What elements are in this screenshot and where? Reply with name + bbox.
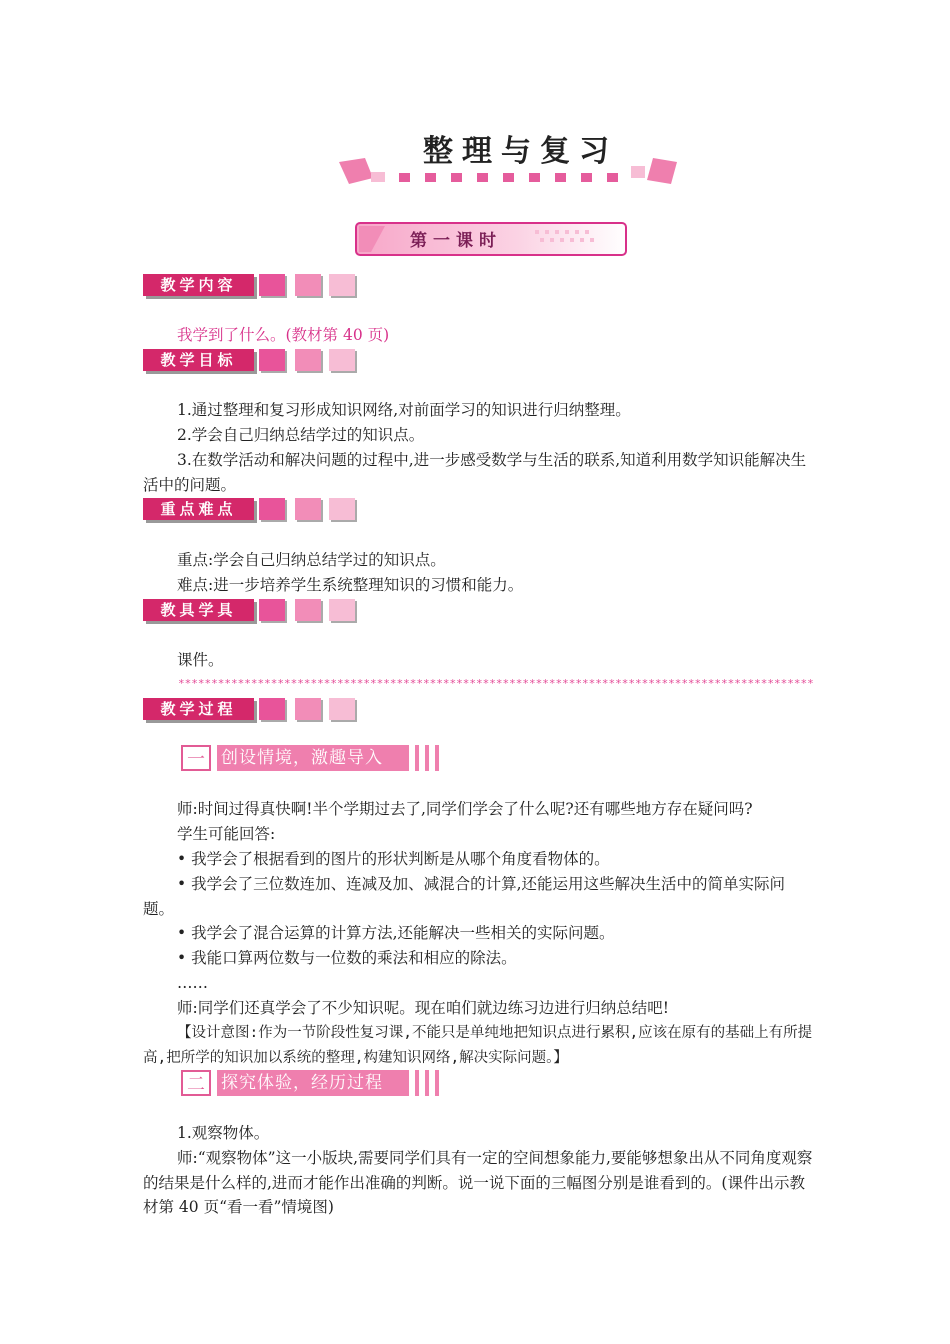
dialog-line: 学生可能回答: bbox=[177, 825, 276, 843]
section-header-tools bbox=[143, 597, 355, 627]
step-label: 创设情境，激趣导入 bbox=[221, 748, 383, 768]
design-intent: 【设计意图:作为一节阶段性复习课,不能只是单纯地把知识点进行累积,应该在原有的基础上有所提高,把所学的知识加以系统的整理,构建知识网络,解决实际问题。】 bbox=[143, 1025, 813, 1066]
title-block bbox=[335, 118, 680, 198]
page-title: 整理与复习 bbox=[423, 134, 618, 169]
dialog-line: 师:“观察物体”这一小版块,需要同学们具有一定的空间想象能力,要能够想象出从不同角度观察的结果是什么样的,进而才能作出准确的判断。说一说下面的三幅图分别是谁看到的。(课件出示教材第 40 页“看一看”情境图) bbox=[143, 1149, 813, 1216]
sub-heading: 1.观察物体。 bbox=[177, 1124, 270, 1142]
goal-item: 1.通过整理和复习形成知识网络,对前面学习的知识进行归纳整理。 bbox=[177, 401, 631, 419]
section-header-content bbox=[143, 272, 355, 302]
step-number: 二 bbox=[181, 1070, 211, 1096]
content-text: 我学到了什么。(教材第 40 页) bbox=[177, 326, 390, 344]
tools-text: 课件。 bbox=[177, 651, 224, 669]
section-label: 教学内容 bbox=[160, 276, 237, 294]
ellipsis: …… bbox=[177, 974, 208, 992]
goal-item: 2.学会自己归纳总结学过的知识点。 bbox=[177, 426, 425, 444]
dialog-line: 师:同学们还真学会了不少知识呢。现在咱们就边练习边进行归纳总结吧! bbox=[177, 999, 669, 1017]
section-header-key bbox=[143, 496, 355, 526]
step-header-2 bbox=[181, 1070, 441, 1098]
dialog-line: 师:时间过得真快啊!半个学期过去了,同学们学会了什么呢?还有哪些地方存在疑问吗? bbox=[177, 800, 753, 818]
step-number: 一 bbox=[181, 745, 211, 771]
bullet-item: • 我学会了三位数连加、连减及加、减混合的计算,还能运用这些解决生活中的简单实际问题。 bbox=[143, 875, 785, 918]
section-header-goals bbox=[143, 347, 355, 377]
star-divider: ************************************************************************************************ bbox=[178, 677, 814, 690]
section-label: 教学过程 bbox=[160, 700, 237, 718]
step-label: 探究体验，经历过程 bbox=[221, 1073, 383, 1093]
title-decoration bbox=[335, 156, 680, 198]
key-item: 难点:进一步培养学生系统整理知识的习惯和能力。 bbox=[177, 576, 524, 594]
lesson-label: 第一课时 bbox=[410, 231, 502, 251]
bullet-item: • 我学会了根据看到的图片的形状判断是从哪个角度看物体的。 bbox=[177, 850, 610, 868]
key-item: 重点:学会自己归纳总结学过的知识点。 bbox=[177, 551, 446, 569]
bullet-item: • 我能口算两位数与一位数的乘法和相应的除法。 bbox=[177, 949, 517, 967]
section-label: 教学目标 bbox=[160, 351, 237, 369]
section-header-process bbox=[143, 696, 355, 726]
section-label: 重点难点 bbox=[160, 500, 237, 518]
section-label: 教具学具 bbox=[160, 601, 237, 619]
goal-item: 3.在数学活动和解决问题的过程中,进一步感受数学与生活的联系,知道利用数学知识能解决生活中的问题。 bbox=[143, 451, 807, 494]
step-header-1 bbox=[181, 745, 441, 773]
bullet-item: • 我学会了混合运算的计算方法,还能解决一些相关的实际问题。 bbox=[177, 924, 615, 942]
